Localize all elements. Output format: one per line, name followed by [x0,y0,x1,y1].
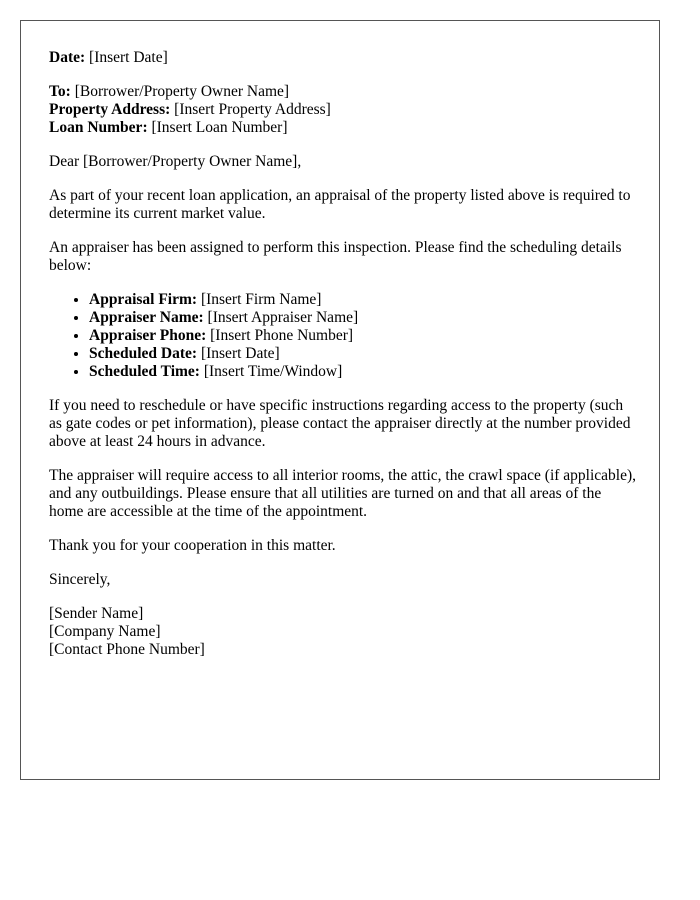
list-item-appraiser-name [89,309,639,327]
scheduling-details-list [49,291,639,381]
property-address-line [49,101,639,119]
access-requirements-paragraph: The appraiser will require access to all interior rooms, the attic, the crawl space (if applicable), and any outbuildings. Please ensure that all utilities are turned on and that all areas of the home are accessible at the time of the appointment. [49,467,637,520]
company-name: [Company Name] [49,623,161,640]
property-address-label: Property Address: [49,101,171,118]
list-item-scheduled-time [89,363,639,381]
detail-value: [Insert Phone Number] [206,327,354,344]
letter-frame [20,20,660,780]
loan-number-label: Loan Number: [49,119,148,136]
detail-label: Appraiser Phone: [89,327,207,344]
detail-value: [Insert Appraiser Name] [203,309,359,326]
list-item-scheduled-date [89,345,639,363]
detail-label: Scheduled Time: [89,363,200,380]
detail-value: [Insert Date] [197,345,280,362]
salutation: Dear [Borrower/Property Owner Name], [49,153,302,170]
date-line [49,49,639,67]
date-label: Date: [49,49,86,66]
closing: Sincerely, [49,571,111,588]
reschedule-paragraph: If you need to reschedule or have specific instructions regarding access to the property (such as gate codes or pet information), please contact the appraiser directly at the number provided above at least 24 hours in advance. [49,397,631,450]
recipient-block [49,83,639,137]
to-label: To: [49,83,71,100]
detail-label: Appraiser Name: [89,309,204,326]
list-item-appraisal-firm [89,291,639,309]
date-value: [Insert Date] [85,49,168,66]
sender-name: [Sender Name] [49,605,144,622]
detail-label: Scheduled Date: [89,345,198,362]
loan-number-value: [Insert Loan Number] [147,119,288,136]
signature-block [49,605,639,659]
letter-body [49,49,639,675]
loan-number-line [49,119,639,137]
intro-paragraph: As part of your recent loan application, an appraisal of the property listed above is required to determine its current market value. [49,187,631,222]
thank-you-paragraph: Thank you for your cooperation in this matter. [49,537,336,554]
property-address-value: [Insert Property Address] [170,101,331,118]
list-item-appraiser-phone [89,327,639,345]
to-line [49,83,639,101]
detail-label: Appraisal Firm: [89,291,198,308]
detail-value: [Insert Time/Window] [199,363,343,380]
contact-phone-number: [Contact Phone Number] [49,641,205,658]
scheduling-intro-paragraph: An appraiser has been assigned to perform this inspection. Please find the scheduling details below: [49,239,622,274]
detail-value: [Insert Firm Name] [197,291,322,308]
to-value: [Borrower/Property Owner Name] [70,83,290,100]
